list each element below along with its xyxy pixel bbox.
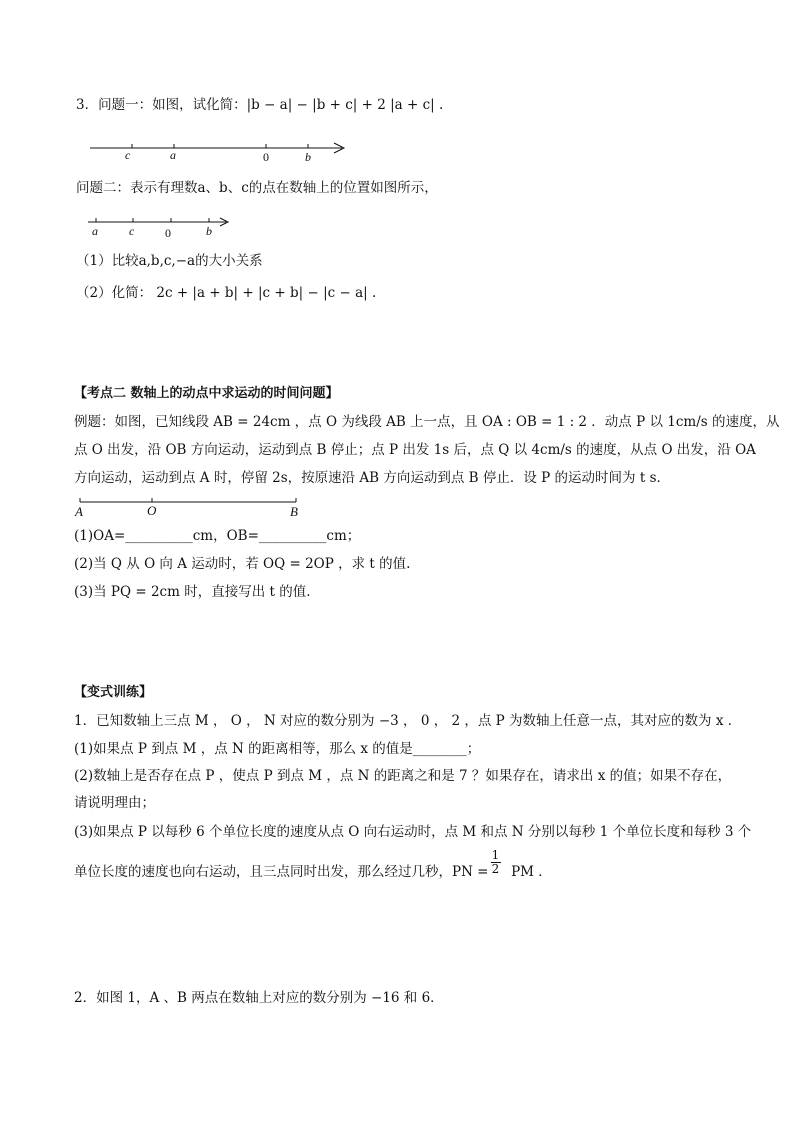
axis2-label-c: c xyxy=(129,224,135,238)
bs-problem1-part2: (2)数轴上是否存在点 P ，使点 P 到点 M ，点 N 的距离之和是 7 ？如果存在，请求出 x 的值；如果不存在， xyxy=(74,768,732,784)
segment-ab-graphic xyxy=(74,494,309,524)
axis2-label-a: a xyxy=(92,224,98,238)
q3-sub2: （2）化简： 2c + |a + b| + |c + b| − |c − a| . xyxy=(76,285,377,301)
kp2-heading: 【考点二 数轴上的动点中求运动的时间问题】 xyxy=(74,386,339,401)
axis1-label-a: a xyxy=(170,148,176,162)
kp2-example-line1: 例题：如图，已知线段 AB = 24cm ，点 O 为线段 AB 上一点，且 OA : OB = 1 : 2 ．动点 P 以 1cm/s 的速度，从 xyxy=(74,414,780,430)
number-line-1 xyxy=(88,138,353,168)
fraction-numerator: 1 xyxy=(491,848,500,862)
segment-label-a: A xyxy=(75,504,83,519)
fraction-one-half xyxy=(491,849,501,876)
number-line-2-graphic xyxy=(86,212,236,242)
q3-title: 3．问题一：如图，试化简：|b − a| − |b + c| + 2 |a + c| . xyxy=(76,97,444,113)
kp2-question1: (1)OA=__________cm，OB=__________cm； xyxy=(74,528,361,544)
fraction-denominator: 2 xyxy=(491,862,500,876)
bs-problem1-part3-cont xyxy=(74,856,552,882)
q3-sub1: （1）比较a,b,c,−a的大小关系 xyxy=(76,253,263,269)
bs-problem1-part1: (1)如果点 P 到点 M ，点 N 的距离相等，那么 x 的值是________； xyxy=(74,741,481,757)
bs-problem2: 2．如图 1，A 、B 两点在数轴上对应的数分别为 −16 和 6． xyxy=(74,990,444,1006)
number-line-2 xyxy=(86,212,236,242)
bs-problem1-part3-text-before: 单位长度的速度也向右运动，且三点同时出发，那么经过几秒，PN = xyxy=(74,864,489,880)
kp2-question3: (3)当 PQ = 2cm 时，直接写出 t 的值. xyxy=(74,584,311,600)
axis1-label-0: 0 xyxy=(263,150,269,164)
segment-label-b: B xyxy=(290,504,298,519)
axis2-label-0: 0 xyxy=(165,226,171,240)
segment-ab xyxy=(74,494,309,524)
axis2-label-b: b xyxy=(206,224,212,238)
bs-heading: 【变式训练】 xyxy=(74,685,153,700)
axis1-label-b: b xyxy=(305,150,311,164)
segment-label-o: O xyxy=(147,503,157,518)
kp2-example-line3: 方向运动，运动到点 A 时，停留 2s，按原速沿 AB 方向运动到点 B 停止．设 P 的运动时间为 t s． xyxy=(74,470,670,486)
axis1-label-c: c xyxy=(125,148,131,162)
bs-problem1: 1．已知数轴上三点 M ， O ， N 对应的数分别为 −3 ， 0 ， 2 ，点 P 为数轴上任意一点，其对应的数为 x ． xyxy=(74,713,742,729)
bs-problem1-part3-text-after: PM ． xyxy=(511,864,552,880)
bs-problem1-part3: (3)如果点 P 以每秒 6 个单位长度的速度从点 O 向右运动时，点 M 和点 N 分别以每秒 1 个单位长度和每秒 3 个 xyxy=(74,824,752,840)
bs-problem1-part2-cont: 请说明理由； xyxy=(74,795,155,811)
kp2-example-line2: 点 O 出发，沿 OB 方向运动，运动到点 B 停止；点 P 出发 1s 后，点 Q 以 4cm/s 的速度，从点 O 出发，沿 OA xyxy=(74,442,756,458)
q3-problem2: 问题二：表示有理数a、b、c的点在数轴上的位置如图所示， xyxy=(76,180,438,196)
kp2-question2: (2)当 Q 从 O 向 A 运动时，若 OQ = 2OP ，求 t 的值. xyxy=(74,556,411,572)
